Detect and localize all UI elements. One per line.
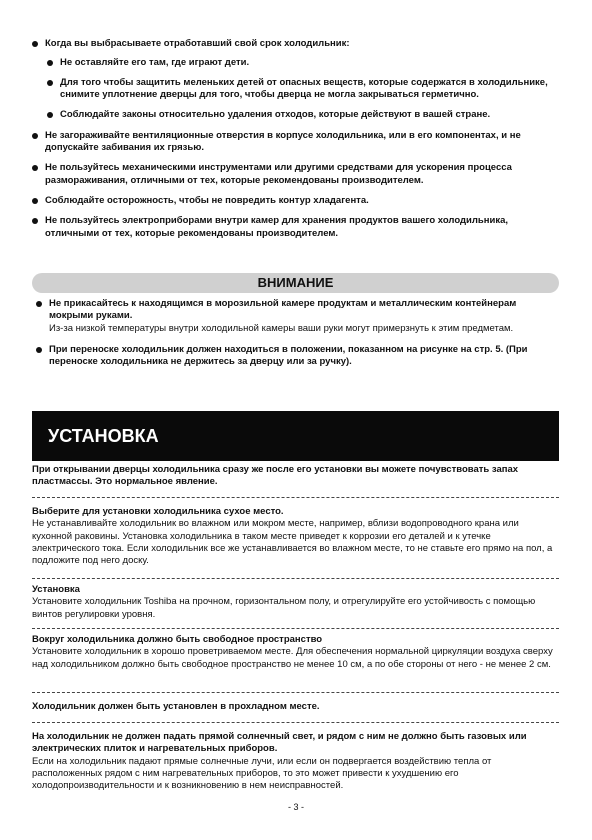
divider [32, 722, 559, 723]
warning-bullets [34, 298, 559, 369]
divider [32, 692, 559, 693]
bullet-dot-icon [32, 133, 38, 139]
section-cool-place [32, 701, 559, 713]
bullet-disposal-seal: Для того чтобы защитить меленьких детей от опасных веществ, которые содержатся в холодильнике, снимите уплотнение дверцы для того, чтобы дверца не могла закрываться герметично. [30, 77, 560, 102]
bullet-defrost-tools: Не пользуйтесь механическими инструментами или другими средствами для ускорения процесса размораживания, отличными от тех, которые рекомендованы производителем. [30, 162, 560, 187]
section-heading: Установка [32, 584, 80, 595]
divider [32, 578, 559, 579]
section-body: Если на холодильник падают прямые солнечные лучи, или если он подвергается воздействию тепла от расположенных рядом с ним нагревательных приборов, то это может привести к ухудшению его холодопроизводительности и к возникновению в нем неисправностей. [32, 755, 492, 792]
bullet-dot-icon [32, 41, 38, 47]
install-intro: При открывании дверцы холодильника сразу же после его установки вы можете почувствовать запах пластмассы. Это нормальное явление. [32, 464, 519, 488]
divider [32, 628, 559, 629]
section-clearance [32, 634, 559, 671]
section-heading: Холодильник должен быть установлен в прохладном месте. [32, 701, 320, 712]
bullet-dot-icon [36, 301, 42, 307]
section-installation [32, 584, 559, 621]
section-heading: Выберите для установки холодильника сухое место. [32, 506, 284, 517]
bullet-disposal-children: Не оставляйте его там, где играют дети. [30, 57, 560, 69]
bullet-disposal: Когда вы выбрасываете отработавший свой срок холодильник: [30, 38, 560, 50]
section-banner: УСТАНОВКА [32, 411, 559, 461]
section-body: Не устанавливайте холодильник во влажном или мокром месте, например, вблизи водопроводного крана или кухонной раковины. Установка холодильника в таком месте приведет к коррозии его деталей и к утечке электрического тока. Если холодильник все же устанавливается во влажном месте, то не ставьте его прямо на пол, а подложите под него доску. [32, 518, 553, 567]
section-dry-place [32, 506, 559, 568]
bullet-dot-icon [36, 347, 42, 353]
bullet-ventilation: Не загораживайте вентиляционные отверстия в корпусе холодильника, или в его компонентах, и не допускайте забивания их грязью. [30, 130, 560, 155]
bullet-electrical: Не пользуйтесь электроприборами внутри камер для хранения продуктов вашего холодильника, отличными от тех, которые рекомендованы производителем. [30, 215, 560, 240]
bullet-dot-icon [47, 60, 53, 66]
bullet-dot-icon [47, 112, 53, 118]
bullet-dot-icon [32, 165, 38, 171]
warning-wet-hands: Не прикасайтесь к находящимся в морозильной камере продуктам и металлическим контейнерам мокрыми руками. Из-за низкой температуры внутри холодильной камеры ваши руки могут примерзнуть к этим предметам. [34, 298, 559, 335]
page-number: - 3 - [287, 802, 304, 812]
warning-heading: ВНИМАНИЕ [32, 273, 559, 293]
section-heading: Вокруг холодильника должно быть свободное пространство [32, 634, 323, 645]
bullet-refrigerant: Соблюдайте осторожность, чтобы не повредить контур хладагента. [30, 195, 560, 207]
divider [32, 497, 559, 498]
warning-carrying: При переноске холодильник должен находиться в положении, показанном на рисунке на стр. 5. (При переноске холодильника не держитесь за дверцу или за ручку). [34, 344, 559, 369]
bullet-dot-icon [32, 198, 38, 204]
section-body: Установите холодильник Toshiba на прочном, горизонтальном полу, и отрегулируйте его устойчивость с помощью винтов регулировки уровня. [32, 596, 536, 620]
bullet-dot-icon [47, 80, 53, 86]
disposal-bullets [30, 38, 560, 240]
section-sunlight [32, 731, 559, 793]
section-body: Установите холодильник в хорошо проветриваемом месте. Для обеспечения нормальной циркуляции воздуха сверху над холодильником должно быть свободное пространство не менее 10 см, а по обе стороны от него - не менее 2 см. [32, 646, 553, 670]
section-heading: На холодильник не должен падать прямой солнечный свет, и рядом с ним не должно быть газовых или электрических плиток и нагревательных приборов. [32, 731, 527, 755]
bullet-dot-icon [32, 218, 38, 224]
bullet-disposal-laws: Соблюдайте законы относительно удаления отходов, которые действуют в вашей стране. [30, 109, 560, 121]
